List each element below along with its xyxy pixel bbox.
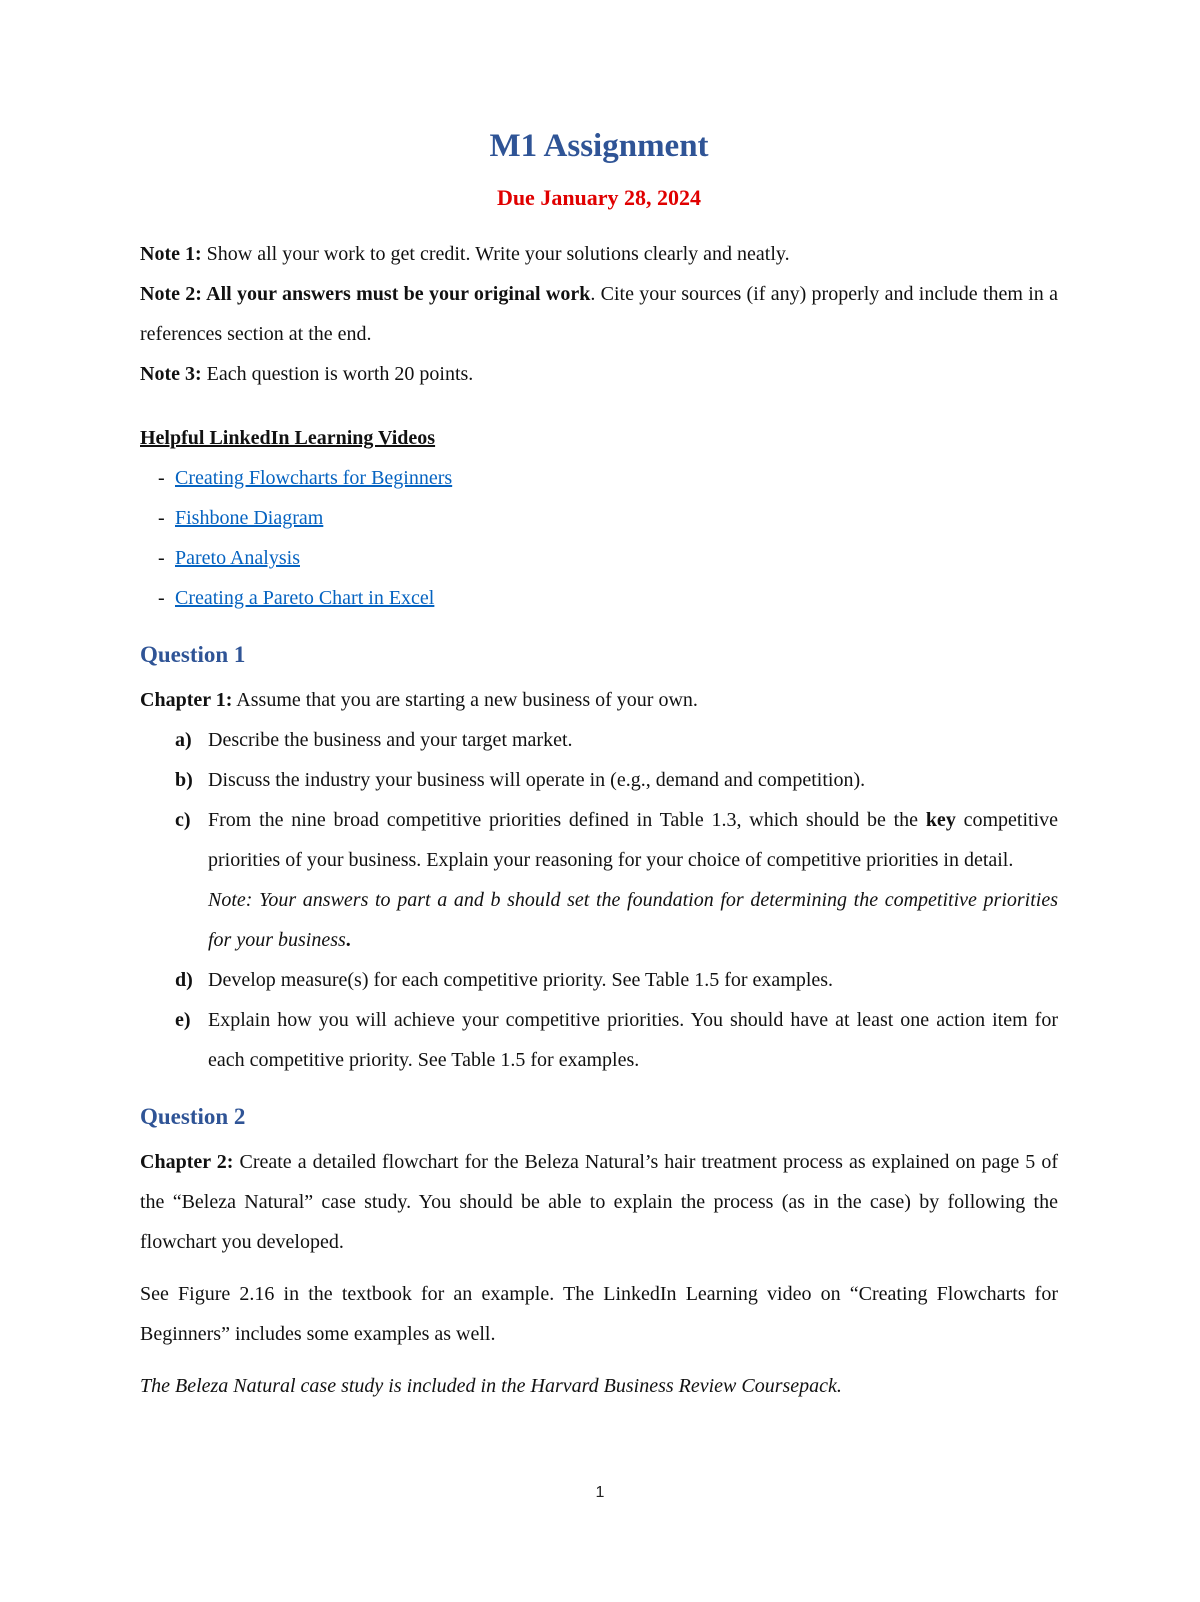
notes-section	[140, 234, 1058, 394]
part-c-note-end: .	[345, 929, 351, 951]
key-word: key	[925, 809, 956, 831]
part-label: d)	[175, 969, 193, 991]
part-text: From the nine broad competitive priorities defined in Table 1.3, which should be the	[208, 809, 926, 831]
question-2-para-3: The Beleza Natural case study is included in the Harvard Business Review Coursepack.	[140, 1375, 842, 1397]
link-creating-flowcharts[interactable]: Creating Flowcharts for Beginners	[175, 467, 453, 489]
note-2-bold-text: All your answers must be your original work	[201, 283, 591, 305]
document-body	[140, 126, 1058, 1406]
part-text: competitive priorities of your business. Explain your reasoning for your choice of competitive priorities in detail.	[208, 809, 1058, 871]
note-1-text: Show all your work to get credit. Write your solutions clearly and neatly.	[201, 243, 790, 265]
note-1	[140, 234, 1058, 274]
chapter-2-text: Create a detailed flowchart for the Beleza Natural’s hair treatment process as explained on page 5 of the “Beleza Natural” case study. You should be able to explain the process (as in the case) by following the flowchart you developed.	[140, 1151, 1059, 1253]
list-item	[140, 458, 1058, 498]
bullet-dash: -	[158, 467, 165, 489]
part-a	[140, 720, 1058, 760]
note-2	[140, 274, 1058, 354]
part-c-note-text: Note: Your answers to part a and b should set the foundation for determining the competitive priorities for your business	[208, 889, 1058, 951]
link-pareto-analysis[interactable]: Pareto Analysis	[175, 547, 300, 569]
part-c	[140, 800, 1058, 880]
helpful-videos-list	[140, 458, 1058, 618]
bullet-dash: -	[158, 547, 165, 569]
link-fishbone-diagram[interactable]: Fishbone Diagram	[175, 507, 324, 529]
helpful-videos-heading: Helpful LinkedIn Learning Videos	[140, 427, 436, 449]
question-1-parts	[140, 720, 1058, 1080]
question-1-heading: Question 1	[140, 642, 246, 667]
list-item	[140, 538, 1058, 578]
part-label: e)	[175, 1009, 191, 1031]
part-label: a)	[175, 729, 192, 751]
note-3	[140, 354, 1058, 394]
part-e	[140, 1000, 1058, 1080]
due-date: Due January 28, 2024	[496, 185, 702, 210]
part-text: Discuss the industry your business will operate in (e.g., demand and competition).	[208, 769, 866, 791]
question-1-intro	[140, 680, 1058, 720]
chapter-1-text: Assume that you are starting a new business of your own.	[232, 689, 698, 711]
list-item	[140, 578, 1058, 618]
note-3-label: Note 3:	[140, 363, 202, 385]
part-b	[140, 760, 1058, 800]
part-text: Develop measure(s) for each competitive priority. See Table 1.5 for examples.	[208, 969, 834, 991]
part-text: Explain how you will achieve your competitive priorities. You should have at least one action item for each competitive priority. See Table 1.5 for examples.	[208, 1009, 1058, 1071]
part-d	[140, 960, 1058, 1000]
list-item	[140, 498, 1058, 538]
page-number: 1	[595, 1484, 605, 1501]
part-text: Describe the business and your target market.	[208, 729, 573, 751]
question-2-intro	[140, 1142, 1058, 1262]
bullet-dash: -	[158, 507, 165, 529]
question-2-para-2: See Figure 2.16 in the textbook for an example. The LinkedIn Learning video on “Creating Flowcharts for Beginners” includes some examples as well.	[140, 1283, 1058, 1345]
part-c-note	[140, 880, 1058, 960]
question-2-heading: Question 2	[140, 1104, 246, 1129]
note-2-label: Note 2:	[140, 283, 202, 305]
part-label: c)	[175, 809, 191, 831]
page-title: M1 Assignment	[489, 128, 709, 164]
note-1-label: Note 1:	[140, 243, 202, 265]
note-2-text: . Cite your sources (if any) properly and include them in a references section at the end.	[140, 283, 1058, 345]
part-label: b)	[175, 769, 193, 791]
chapter-2-label: Chapter 2:	[140, 1151, 234, 1173]
bullet-dash: -	[158, 587, 165, 609]
link-pareto-chart-excel[interactable]: Creating a Pareto Chart in Excel	[175, 587, 435, 609]
chapter-1-label: Chapter 1:	[140, 689, 233, 711]
note-3-text: Each question is worth 20 points.	[201, 363, 474, 385]
